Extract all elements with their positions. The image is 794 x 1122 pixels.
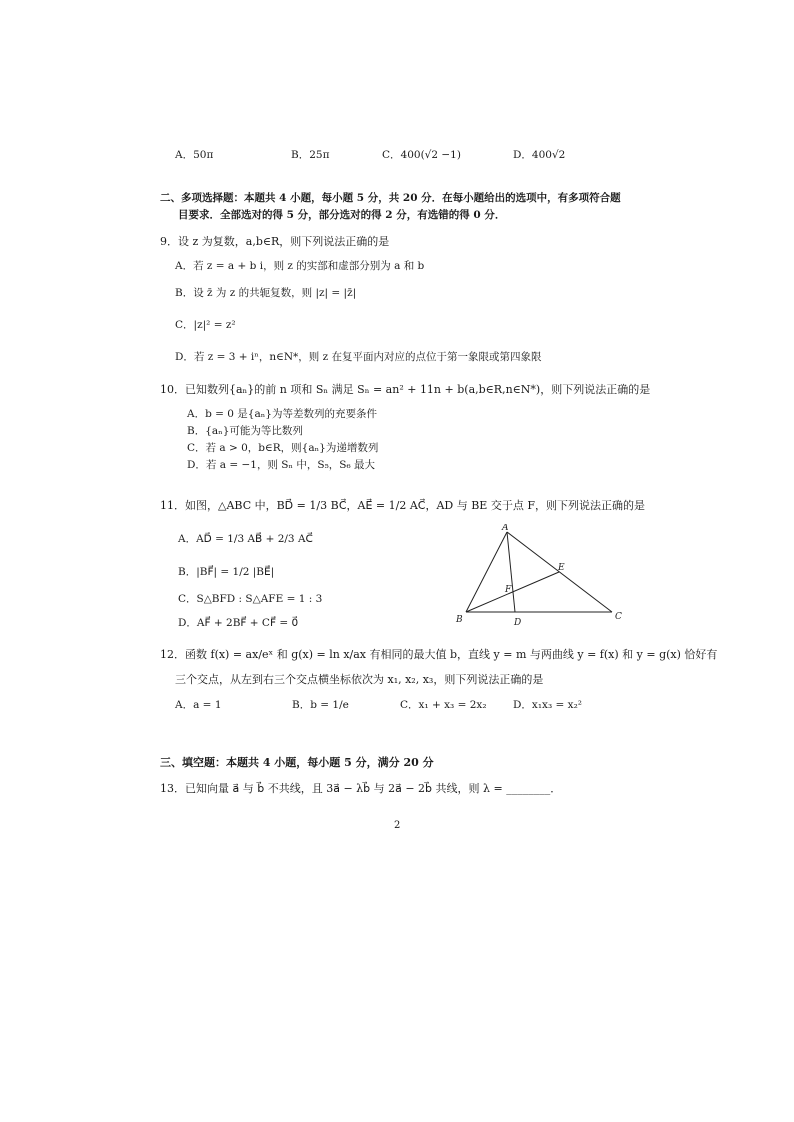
q10-stem: 10．已知数列{aₙ}的前 n 项和 Sₙ 满足 Sₙ = an² + 11n + b(a,b∈R,n∈N*)，则下列说法正确的是 bbox=[160, 383, 651, 396]
q12-stem-line1: 12．函数 f(x) = ax/eˣ 和 g(x) = ln x/ax 有相同的最大值 b，直线 y = m 与两曲线 y = f(x) 和 y = g(x) 恰好有 bbox=[160, 648, 718, 661]
q8-option-a: A．50π bbox=[175, 149, 214, 161]
segment-ad bbox=[507, 532, 515, 612]
section2-header-line2: 目要求．全部选对的得 5 分，部分选对的得 2 分，有选错的得 0 分． bbox=[178, 209, 506, 221]
label-c: C bbox=[615, 612, 622, 622]
q8-option-d: D．400√2 bbox=[513, 149, 566, 161]
side-ab bbox=[466, 532, 507, 612]
q12-stem-line2: 三个交点，从左到右三个交点横坐标依次为 x₁, x₂, x₃，则下列说法正确的是 bbox=[175, 673, 544, 686]
q13-stem: 13．已知向量 a⃗ 与 b⃗ 不共线，且 3a⃗ − λb⃗ 与 2a⃗ − 2b⃗ 共线，则 λ = ________． bbox=[160, 782, 562, 795]
q11-option-a: A．AD⃗ = 1/3 AB⃗ + 2/3 AC⃗ bbox=[178, 533, 313, 545]
q11-option-d: D．AF⃗ + 2BF⃗ + CF⃗ = 0⃗ bbox=[178, 617, 299, 629]
label-a: A bbox=[502, 524, 509, 533]
q11-option-b: B．|BF⃗| = 1/2 |BE⃗| bbox=[178, 566, 275, 578]
q12-option-d: D．x₁x₃ = x₂² bbox=[513, 699, 582, 711]
q9-option-b: B．设 z̄ 为 z 的共轭复数，则 |z| = |z̄| bbox=[175, 287, 357, 299]
q11-stem: 11．如图，△ABC 中，BD⃗ = 1/3 BC⃗，AE⃗ = 1/2 AC⃗，AD 与 BE 交于点 F，则下列说法正确的是 bbox=[160, 499, 645, 512]
q10-option-a: A．b = 0 是{aₙ}为等差数列的充要条件 bbox=[187, 408, 377, 420]
label-f: F bbox=[505, 585, 512, 595]
q9-option-a: A．若 z = a + b i，则 z 的实部和虚部分别为 a 和 b bbox=[175, 260, 425, 272]
q8-option-b: B．25π bbox=[291, 149, 330, 161]
q10-option-d: D．若 a = −1，则 Sₙ 中，S₅，S₆ 最大 bbox=[187, 459, 376, 471]
section3-header: 三、填空题：本题共 4 小题，每小题 5 分，满分 20 分 bbox=[160, 756, 434, 769]
q12-option-c: C．x₁ + x₃ = 2x₂ bbox=[400, 699, 487, 711]
label-e: E bbox=[558, 563, 565, 573]
section2-header-line1: 二、多项选择题：本题共 4 小题，每小题 5 分，共 20 分．在每小题给出的选项中，有多项符合题 bbox=[160, 192, 621, 204]
label-d: D bbox=[514, 618, 522, 628]
q9-stem: 9．设 z 为复数，a,b∈R，则下列说法正确的是 bbox=[160, 235, 390, 248]
q12-option-a: A．a = 1 bbox=[175, 699, 222, 711]
page-number: 2 bbox=[394, 820, 401, 831]
q8-option-c: C．400(√2 −1) bbox=[382, 149, 461, 161]
q9-option-c: C．|z|² = z² bbox=[175, 319, 236, 331]
q9-option-d: D．若 z = 3 + iⁿ，n∈N*，则 z 在复平面内对应的点位于第一象限或第四象限 bbox=[175, 351, 542, 363]
q12-option-b: B．b = 1/e bbox=[292, 699, 349, 711]
triangle-figure bbox=[452, 524, 632, 630]
triangle-diagram bbox=[452, 524, 632, 630]
segment-be bbox=[466, 572, 559, 612]
q10-option-b: B．{aₙ}可能为等比数列 bbox=[187, 425, 303, 437]
q10-option-c: C．若 a > 0，b∈R，则{aₙ}为递增数列 bbox=[187, 442, 379, 454]
label-b: B bbox=[456, 615, 463, 625]
q11-option-c: C．S△BFD : S△AFE = 1 : 3 bbox=[178, 593, 323, 605]
